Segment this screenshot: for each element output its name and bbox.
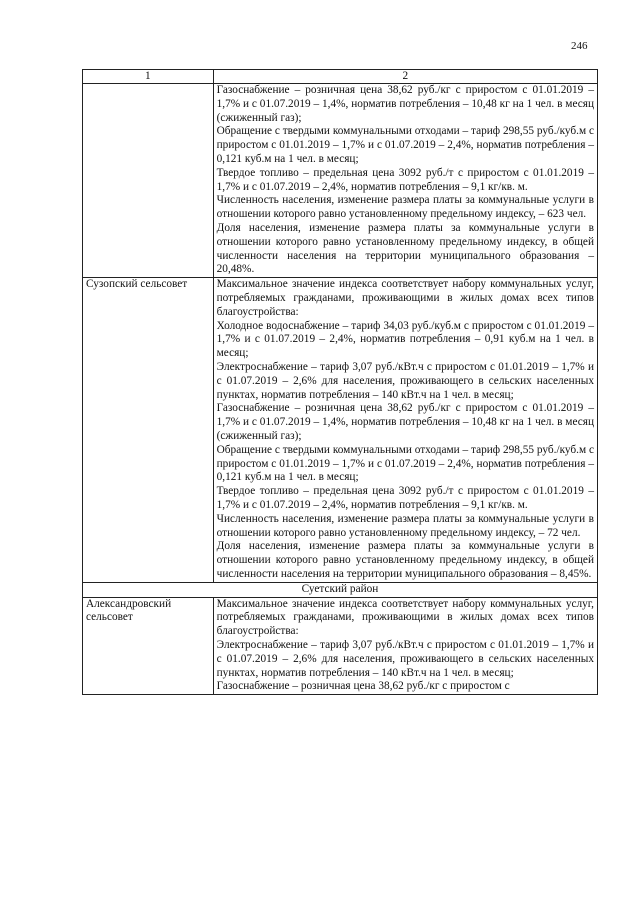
paragraph: Холодное водоснабжение – тариф 34,03 руб./куб.м с приростом с 01.01.2019 – 1,7% и с 01.07.2019 – 2,4%, норматив потребления – 0,91 куб.м на 1 чел. в месяц; xyxy=(216,319,594,360)
table-row xyxy=(83,597,598,695)
municipality-name: Сузопский сельсовет xyxy=(83,278,214,583)
paragraph: Доля населения, изменение размера платы за коммунальные услуги в отношении которого равно установленному предельному индексу, в общей численности населения на территории муниципального образования – 8,45%. xyxy=(216,540,594,580)
municipality-name: Александровский сельсовет xyxy=(83,597,214,695)
paragraph: Газоснабжение – розничная цена 38,62 руб./кг с приростом с 01.01.2019 – 1,7% и с 01.07.2019 – 1,4%, норматив потребления – 10,48 кг на 1 чел. в месяц (сжиженный газ); xyxy=(216,84,594,124)
page-number: 246 xyxy=(571,40,588,52)
paragraph: Электроснабжение – тариф 3,07 руб./кВт.ч с приростом с 01.01.2019 – 1,7% и с 01.07.2019 – 2,6% для населения, проживающего в сельских населенных пунктах, норматив потребления – 140 кВт.ч на 1 чел. в месяц; xyxy=(216,360,594,401)
table-header-row xyxy=(83,70,598,84)
column-header-2: 2 xyxy=(213,70,597,84)
paragraph: Твердое топливо – предельная цена 3092 руб./т с приростом с 01.01.2019 – 1,7% и с 01.07.2019 – 2,4%, норматив потребления – 9,1 кг/кв. м. xyxy=(216,166,594,193)
paragraph: Газоснабжение – розничная цена 38,62 руб./кг с приростом с 01.01.2019 – 1,7% и с 01.07.2019 – 1,4%, норматив потребления – 10,48 кг на 1 чел. в месяц (сжиженный газ); xyxy=(216,402,594,442)
district-title: Суетский район xyxy=(83,582,598,597)
paragraph: Максимальное значение индекса соответствует набору коммунальных услуг, потребляемых гражданами, проживающими в жилых домах всех типов благоустройства: xyxy=(216,597,594,638)
paragraph: Электроснабжение – тариф 3,07 руб./кВт.ч с приростом с 01.01.2019 – 1,7% и с 01.07.2019 – 2,6% для населения, проживающего в сельских населенных пунктах, норматив потребления – 140 кВт.ч на 1 чел. в месяц; xyxy=(216,639,594,679)
paragraph: Твердое топливо – предельная цена 3092 руб./т с приростом с 01.01.2019 – 1,7% и с 01.07.2019 – 2,4%, норматив потребления – 9,1 кг/кв. м. xyxy=(216,485,594,511)
paragraph: Обращение с твердыми коммунальными отходами – тариф 298,55 руб./куб.м с приростом с 01.01.2019 – 1,7% и с 01.07.2019 – 2,4%, норматив потребления – 0,121 куб.м на 1 чел. в месяц; xyxy=(216,443,594,484)
tariff-table xyxy=(82,69,598,695)
municipality-name xyxy=(83,84,214,278)
paragraph: Численность населения, изменение размера платы за коммунальные услуги в отношении которого равно установленному предельному индексу, – 623 чел. xyxy=(216,194,594,221)
section-row xyxy=(83,582,598,597)
paragraph: Максимальное значение индекса соответствует набору коммунальных услуг, потребляемых гражданами, проживающими в жилых домах всех типов благоустройства: xyxy=(216,278,594,318)
paragraph: Обращение с твердыми коммунальными отходами – тариф 298,55 руб./куб.м с приростом с 01.01.2019 – 1,7% и с 01.07.2019 – 2,4%, норматив потребления – 0,121 куб.м на 1 чел. в месяц; xyxy=(216,125,594,165)
table-row xyxy=(83,278,598,583)
tariff-description xyxy=(213,597,597,695)
paragraph: Численность населения, изменение размера платы за коммунальные услуги в отношении которого равно установленному предельному индексу, – 72 чел. xyxy=(216,512,594,539)
tariff-description xyxy=(213,84,597,278)
table-row xyxy=(83,84,598,278)
paragraph: Газоснабжение – розничная цена 38,62 руб./кг с приростом с xyxy=(216,680,510,693)
column-header-1: 1 xyxy=(83,70,214,84)
paragraph: Доля населения, изменение размера платы за коммунальные услуги в отношении которого равно установленному предельному индексу, в общей численности населения на территории муниципального образования – 20,48%. xyxy=(216,221,594,276)
tariff-description xyxy=(213,278,597,583)
